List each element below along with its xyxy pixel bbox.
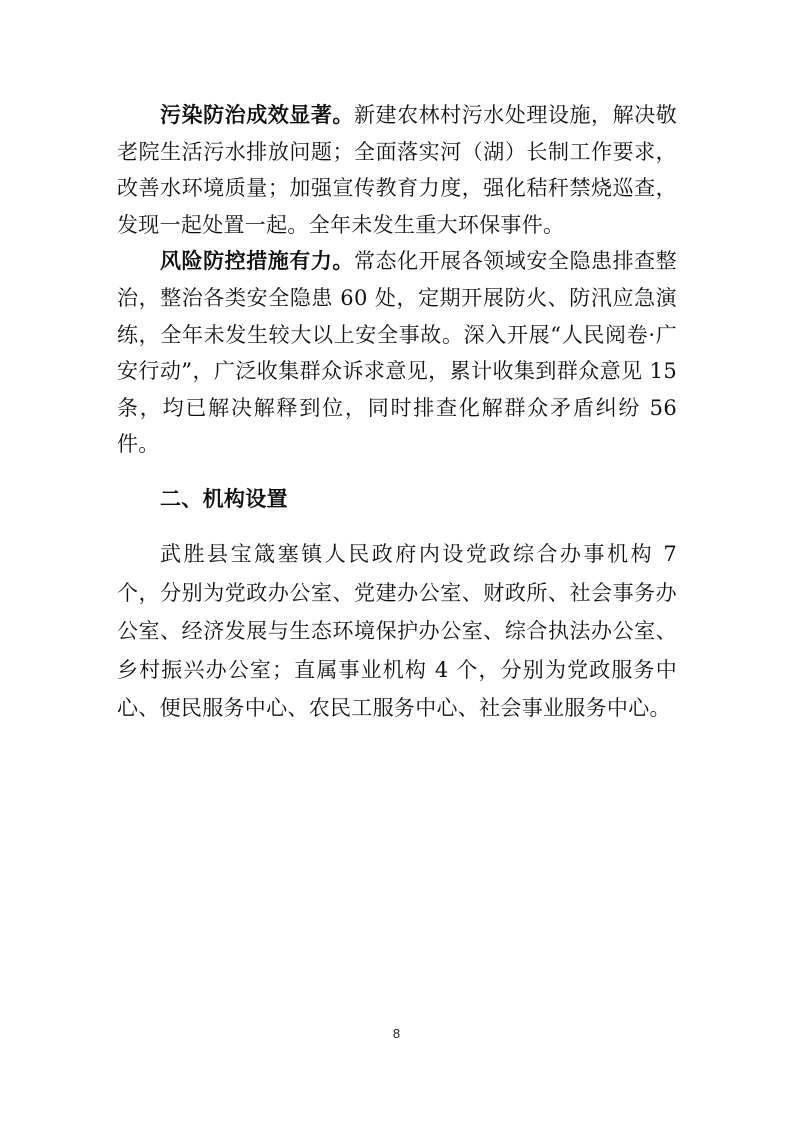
paragraph-text: 新建农林村污水处理设施，解决敬老院生活污水排放问题；全面落实河（湖）长制工作要求，改善水环境质量；加强宣传教育力度，强化秸秆禁烧巡查，发现一起处置一起。全年未发生重大环保事件。 bbox=[117, 103, 677, 237]
page-number: 8 bbox=[392, 1026, 401, 1041]
paragraph-organization: 武胜县宝箴塞镇人民政府内设党政综合办事机构 7 个，分别为党政办公室、党建办公室、财政所、社会事务办公室、经济发展与生态环境保护办公室、综合执法办公室、乡村振兴办公室；直属事业机构 4 个，分别为党政服务中心、便民服务中心、农民工服务中心、社会事业服务中心。 bbox=[117, 541, 677, 721]
paragraph-lead: 污染防治成效显著。 bbox=[160, 102, 354, 127]
paragraph-text: 常态化开展各领域安全隐患排查整治，整治各类安全隐患 60 处，定期开展防火、防汛应急演练，全年未发生较大以上安全事故。深入开展“人民阅卷·广安行动”，广泛收集群众诉求意见，累计收集到群众意见 15 条，均已解决解释到位，同时排查化解群众矛盾纠纷 56 件。 bbox=[117, 249, 677, 457]
document-body bbox=[117, 97, 677, 728]
paragraph-risk-prevention bbox=[117, 243, 677, 463]
paragraph-pollution-control bbox=[117, 97, 677, 243]
section-heading: 二、机构设置 bbox=[160, 485, 288, 511]
paragraph-lead: 风险防控措施有力。 bbox=[160, 248, 354, 274]
